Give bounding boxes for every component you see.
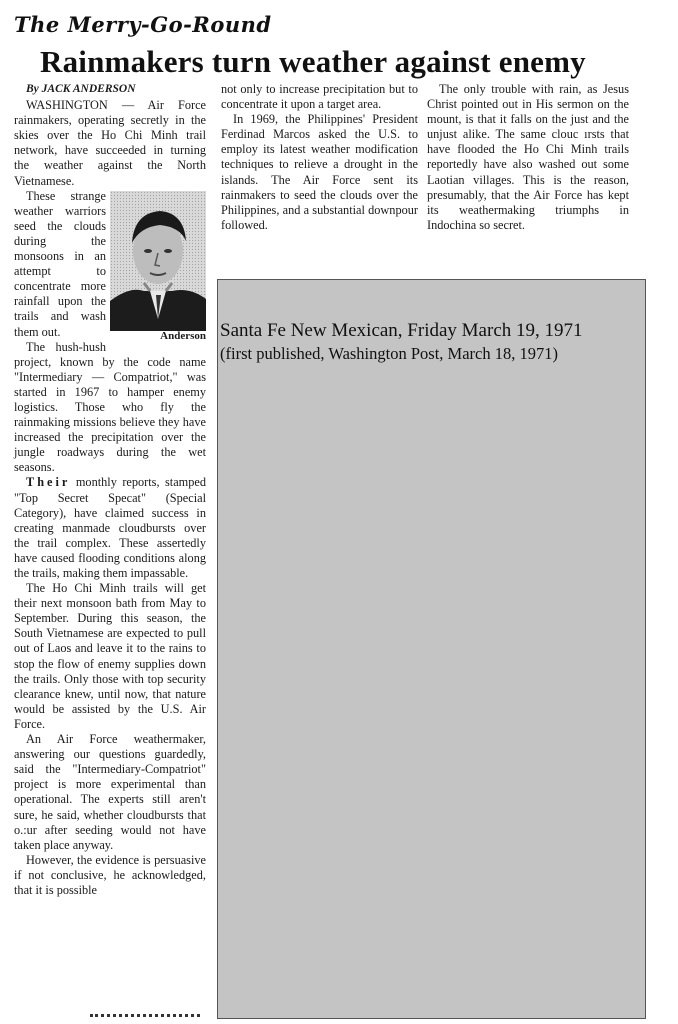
paragraph: The Ho Chi Minh trails will get their next monsoon bath from May to September. During this season, the South Vietnamese are expected to pull out of Laos and leave it to the rains to stop the flow of enemy supplies down the trails. Only those with top security clearance knew, until now, that nature would be assisted by the U.S. Air Force.: [14, 581, 206, 731]
photo-caption: Anderson: [160, 329, 206, 342]
source-note-line-2: (first published, Washington Post, March 18, 1971): [220, 344, 558, 363]
paragraph: WASHINGTON — Air Force rainmakers, operating secretly in the skies over the Ho Chi Minh trail network, have succeeded in turning the weather against the North Vietnamese.: [14, 98, 206, 188]
source-note-line-1: Santa Fe New Mexican, Friday March 19, 1971: [220, 320, 583, 341]
column-kicker: The Merry-Go-Round: [14, 12, 272, 37]
paragraph: not only to increase precipitation but to concentrate it upon a target area.: [221, 82, 418, 112]
article-column-2: [221, 82, 418, 233]
paragraph: [14, 475, 206, 581]
paragraph: However, the evidence is persuasive if not conclusive, he acknowledged, that it is possible: [14, 852, 206, 897]
byline: [14, 82, 206, 97]
headline: Rainmakers turn weather against enemy: [40, 44, 586, 79]
author-photo: [110, 191, 206, 343]
paragraph-body: monthly reports, stamped "Top Secret Specat" (Special Category), have claimed success in creating manmade cloudbursts over the trail complex. These assertedly have caused flooding conditions along the trails, making them impassable.: [14, 475, 206, 580]
paragraph: These strange weather warriors seed the clouds during the monsoons in an attempt to concentrate more rainfall upon the trails and wash them out.: [14, 188, 106, 339]
paragraph-lead: Their: [26, 475, 71, 490]
paragraph: The hush-hush project, known by the code name "Intermediary — Compatriot," was started in 1967 to hamper enemy logistics. Those who fly the rainmaking missions believe they have increased the precipitation over the jungle roadways during the wet seasons.: [14, 339, 206, 475]
annotation-panel: [217, 279, 646, 1019]
byline-prefix: By: [26, 83, 39, 95]
article-column-1: [14, 82, 206, 898]
clipped-text-fragment: [90, 1014, 200, 1023]
byline-name: JACK ANDERSON: [41, 83, 136, 95]
paragraph: The only trouble with rain, as Jesus Christ pointed out in His sermon on the mount, is that it falls on the just and the unjust alike. The same clouc ırsts that have flooded the Ho Chi Minh trails reportedly have also washed out some Laotian villages. This is the reason, presumably, that the Air Force has kept its weathermaking triumphs in Indochina so secret.: [427, 82, 629, 232]
article-column-3: [427, 82, 629, 233]
portrait-image: [110, 191, 206, 331]
paragraph: In 1969, the Philippines' President Ferdinad Marcos asked the U.S. to employ its latest weather modification techniques to relieve a drought in the islands. The Air Force sent its rainmakers to seed the clouds over the Philippines, and a substantial downpour followed.: [221, 112, 418, 232]
paragraph: An Air Force weathermaker, answering our questions guardedly, said the "Intermediary-Compatriot" project is more experimental than operational. The experts still aren't sure, he said, whether cloudbursts that o.:ur after seeding would not have taken place anyway.: [14, 732, 206, 852]
